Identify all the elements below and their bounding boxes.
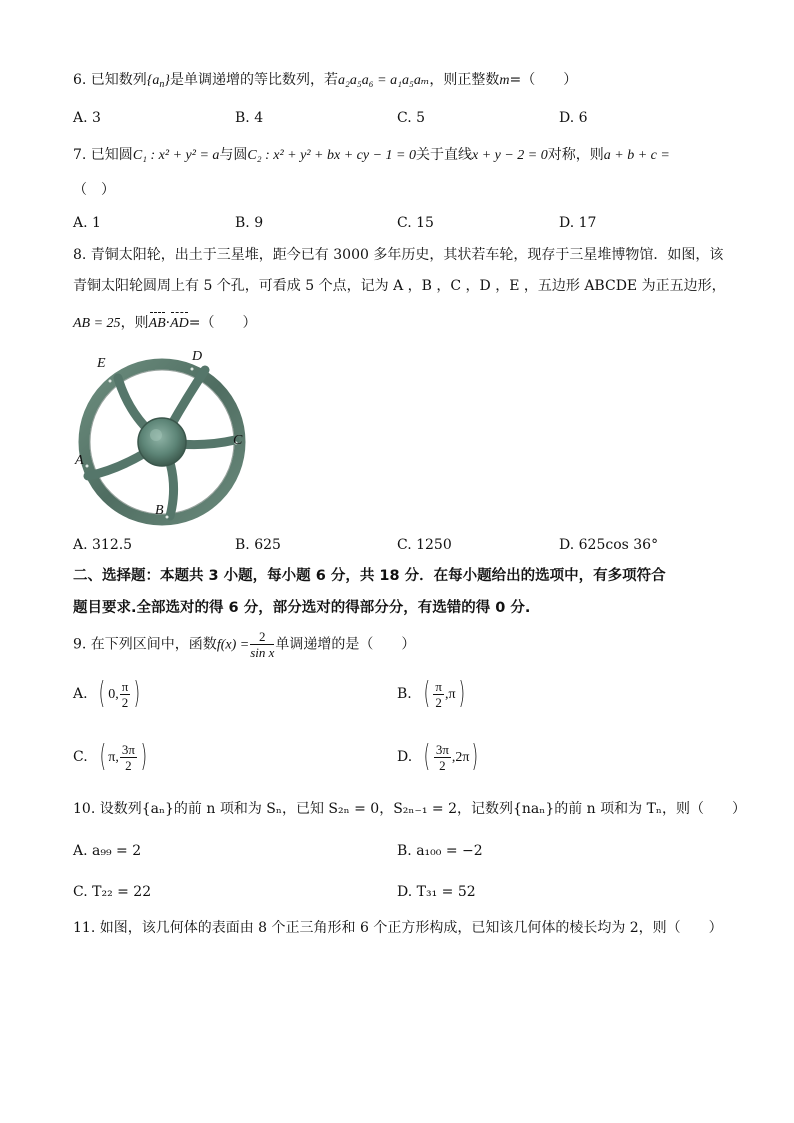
q6-equation: a₂a₅a₆ = a₁a₅aₘ: [338, 73, 430, 88]
point-a-label: A: [75, 453, 84, 468]
q9-denominator: sin x: [250, 645, 275, 660]
q6-text-post: ，则正整数: [429, 72, 500, 88]
q6-option-a: A. 3: [73, 110, 101, 126]
q9-c-frac: [120, 742, 137, 773]
q8-option-c: C. 1250: [397, 537, 452, 553]
q7-option-b: B. 9: [235, 215, 264, 231]
q8-vector-ab: AB: [149, 314, 166, 334]
q9-a-den: 2: [121, 694, 129, 710]
q8-line-1: 8. 青铜太阳轮，出土于三星堆，距今已有 3000 多年历史，其状若车轮，现存于三星堆博物馆．如图，该: [73, 247, 724, 263]
q6-seq-close: }: [164, 73, 171, 88]
question-7-stem: [73, 145, 670, 166]
q9-text-post: 单调递增的是（ ）: [275, 636, 416, 653]
q9-b-frac: [433, 679, 444, 710]
q9-d-num: 3π: [435, 741, 449, 757]
q7-option-c: C. 15: [397, 215, 434, 231]
q7-line-eq: x + y − 2 = 0: [471, 148, 548, 163]
question-9-stem: [73, 629, 415, 661]
q9-option-a: A. ( 0, $\frac{\pi}{2}$ ): [73, 676, 141, 711]
q6-var: m: [499, 73, 510, 88]
sun-wheel-image: [70, 348, 250, 526]
q9-numerator: 2: [250, 629, 274, 645]
q9-d-frac: [434, 742, 451, 773]
q7-text-mid1: 与圆: [219, 147, 248, 163]
q9-option-b-label: B.: [397, 686, 412, 702]
q8-dot: ·: [165, 315, 171, 331]
q9-option-c-label: C.: [73, 749, 88, 765]
q6-blank: =（ ）: [509, 72, 578, 88]
q8-ab-length: AB = 25: [73, 316, 121, 331]
q6-option-d: D. 6: [559, 110, 588, 126]
q9-option-a-label: A.: [73, 686, 88, 702]
section-2-heading-line-1: 二、选择题：本题共 3 小题，每小题 6 分，共 18 分．在每小题给出的选项中，有多项符合: [73, 568, 666, 584]
q8-option-d: D. 625cos 36°: [559, 537, 659, 553]
q9-text: 9. 在下列区间中，函数: [73, 636, 217, 653]
q6-option-b: B. 4: [235, 110, 264, 126]
question-6-stem: [73, 70, 577, 91]
q7-circle-2: C₂ : x² + y² + bx + cy − 1 = 0: [247, 148, 416, 163]
q9-option-c: C. ( π, $\frac{3\pi}{2}$ ): [73, 739, 148, 774]
q8-line-3: [73, 313, 257, 334]
question-10-stem: 10. 设数列{aₙ}的前 n 项和为 Sₙ，已知 S₂ₙ = 0，S₂ₙ₋₁ = 2，记数列{naₙ}的前 n 项和为 Tₙ，则（ ）: [73, 801, 746, 817]
q6-option-c: C. 5: [397, 110, 426, 126]
q8-line-2: 青铜太阳轮圆周上有 5 个孔，可看成 5 个点，记为 A ，B ，C ，D ，E ，五边形 ABCDE 为正五边形，: [73, 278, 726, 294]
question-11-stem: 11. 如图，该几何体的表面由 8 个正三角形和 6 个正方形构成，已知该几何体的棱长均为 2，则（ ）: [73, 920, 723, 936]
q7-text-mid2: 关于直线: [415, 147, 472, 163]
q8-text: ，则: [120, 315, 149, 331]
q7-text: 7. 已知圆: [73, 147, 133, 163]
q7-blank: （ ）: [73, 182, 115, 198]
q7-target: a + b + c =: [603, 148, 670, 163]
q9-option-b: B. ( $\frac{\pi}{2}$ ,π): [397, 676, 465, 711]
q10-option-c: C. T₂₂ = 22: [73, 884, 152, 900]
q7-text-mid3: 对称，则: [547, 147, 604, 163]
q9-c-num: 3π: [121, 741, 135, 757]
q7-option-a: A. 1: [73, 215, 101, 231]
q9-d-den: 2: [439, 757, 446, 773]
q6-text: 6. 已知数列: [73, 72, 147, 88]
q8-vector-ad: AD: [170, 314, 189, 334]
section-2-heading-line-2: 题目要求.全部选对的得 6 分，部分选对的得部分分，有选错的得 0 分.: [73, 600, 531, 616]
point-b-label: B: [155, 503, 164, 518]
q10-option-d: D. T₃₁ = 52: [397, 884, 476, 900]
q8-option-a: A. 312.5: [73, 537, 133, 553]
q9-c-left: π,: [108, 750, 119, 765]
q9-option-d-label: D.: [397, 749, 413, 765]
q9-c-den: 2: [125, 757, 132, 773]
q9-fraction: [250, 629, 274, 660]
q7-circle-1: C₁ : x² + y² = a: [132, 148, 220, 163]
q6-text-mid: 是单调递增的等比数列，若: [170, 72, 339, 88]
q8-blank: =（ ）: [188, 315, 257, 331]
q10-option-b: B. a₁₀₀ = −2: [397, 843, 483, 859]
q9-b-right: ,π: [444, 687, 456, 702]
q8-option-b: B. 625: [235, 537, 281, 553]
q6-sequence: {a: [146, 73, 160, 88]
q9-b-den: 2: [435, 694, 442, 710]
q9-a-left: 0,: [108, 687, 119, 702]
q9-a-frac: [120, 679, 131, 710]
point-e-label: E: [97, 356, 106, 371]
point-c-label: C: [233, 433, 243, 448]
q10-option-a: A. a₉₉ = 2: [73, 843, 142, 859]
q9-a-num: π: [121, 678, 129, 694]
q6-seq-sub: n: [159, 79, 165, 90]
q9-option-d: D. ( $\frac{3\pi}{2}$ ,2π): [397, 739, 479, 774]
point-d-label: D: [192, 349, 203, 364]
q9-d-right: ,2π: [451, 750, 470, 765]
bronze-sun-wheel-figure: [70, 348, 250, 526]
q9-b-num: π: [435, 678, 442, 694]
q9-function: f(x) =: [216, 637, 250, 653]
q7-option-d: D. 17: [559, 215, 597, 231]
